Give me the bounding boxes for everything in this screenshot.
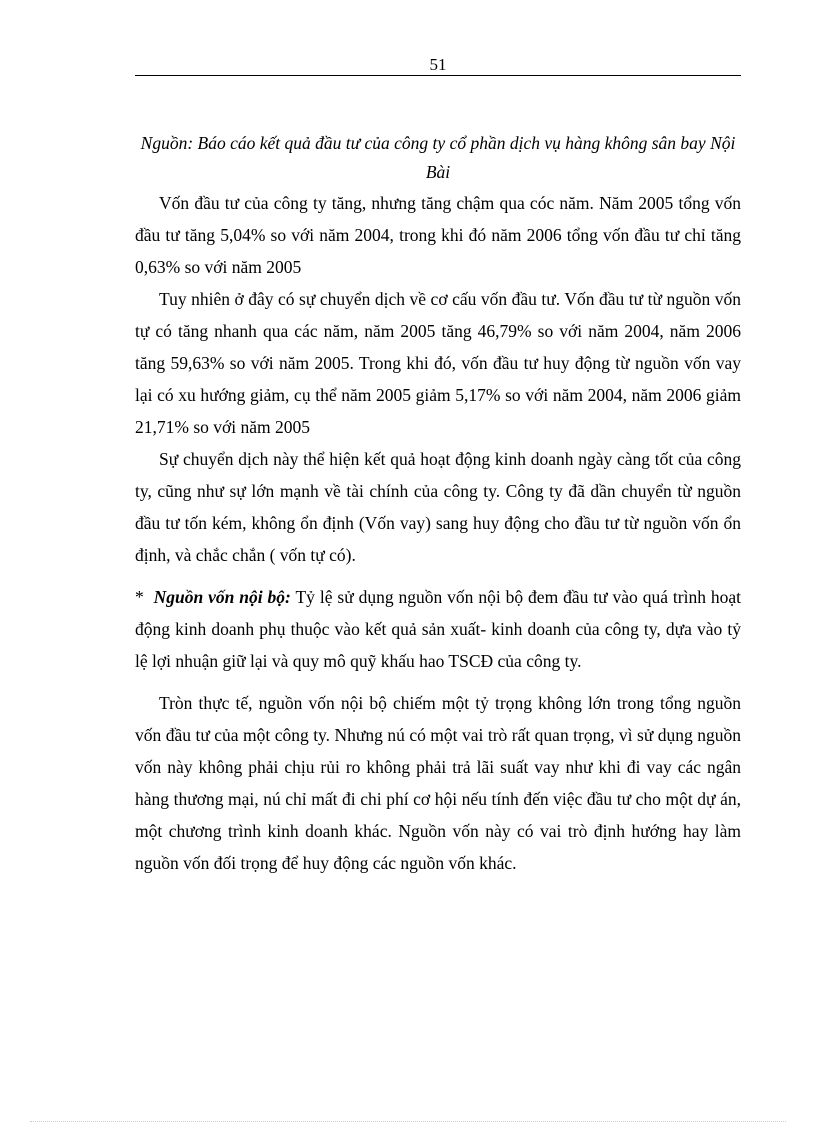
document-body bbox=[135, 129, 741, 879]
header-rule bbox=[135, 75, 741, 76]
internal-capital-heading: Nguồn vốn nội bộ: bbox=[153, 587, 291, 607]
bullet-marker: * bbox=[135, 587, 144, 607]
paragraph-capital-structure: Tuy nhiên ở đây có sự chuyển dịch về cơ cấu vốn đầu tư. Vốn đầu tư từ nguồn vốn tự có tăng nhanh qua các năm, năm 2005 tăng 46,79% so với năm 2004, năm 2006 tăng 59,63% so với năm 2005. Trong khi đó, vốn đầu tư huy động từ nguồn vốn vay lại có xu hướng giảm, cụ thể năm 2005 giảm 5,17% so với năm 2004, năm 2006 giảm 21,71% so với năm 2005 bbox=[135, 289, 741, 437]
paragraph-investment-growth: Vốn đầu tư của công ty tăng, nhưng tăng chậm qua cóc năm. Năm 2005 tổng vốn đầu tư tăng 5,04% so với năm 2004, trong khi đó năm 2006 tổng vốn đầu tư chỉ tăng 0,63% so với năm 2005 bbox=[135, 193, 741, 277]
page-header bbox=[135, 55, 741, 77]
page-bottom-divider bbox=[30, 1121, 786, 1122]
internal-capital-text: Tỷ lệ sử dụng nguồn vốn nội bộ đem đầu tư vào quá trình hoạt động kinh doanh phụ thuộc vào kết quả sản xuất- kinh doanh của công ty, dựa vào tỷ lệ lợi nhuận giữ lại và quy mô quỹ khấu hao TSCĐ của công ty. bbox=[135, 587, 742, 671]
page-number: 51 bbox=[429, 55, 447, 74]
source-citation: Nguồn: Báo cáo kết quả đầu tư của công ty cổ phần dịch vụ hàng không sân bay Nội Bài bbox=[140, 133, 736, 182]
paragraph-internal-capital-role: Tròn thực tế, nguồn vốn nội bộ chiếm một tỷ trọng không lớn trong tổng nguồn vốn đầu tư của một công ty. Nhưng nú có một vai trò rất quan trọng, vì sử dụng nguồn vốn này không phải chịu rủi ro không phải trả lãi suất vay như khi đi vay các ngân hàng thương mại, nú chỉ mất đi chi phí cơ hội nếu tính đến việc đầu tư cho một dự án, một chương trình kinh doanh khác. Nguồn vốn này có vai trò định hướng hay làm nguồn vốn đối trọng để huy động các nguồn vốn khác. bbox=[135, 693, 741, 873]
paragraph-business-results: Sự chuyển dịch này thể hiện kết quả hoạt động kinh doanh ngày càng tốt của công ty, cũng như sự lớn mạnh về tài chính của công ty. Công ty đã dần chuyển từ nguồn đầu tư tốn kém, không ổn định (Vốn vay) sang huy động cho đầu tư từ nguồn vốn ổn định, và chắc chắn ( vốn tự có). bbox=[135, 449, 741, 565]
internal-capital-section bbox=[135, 581, 741, 677]
